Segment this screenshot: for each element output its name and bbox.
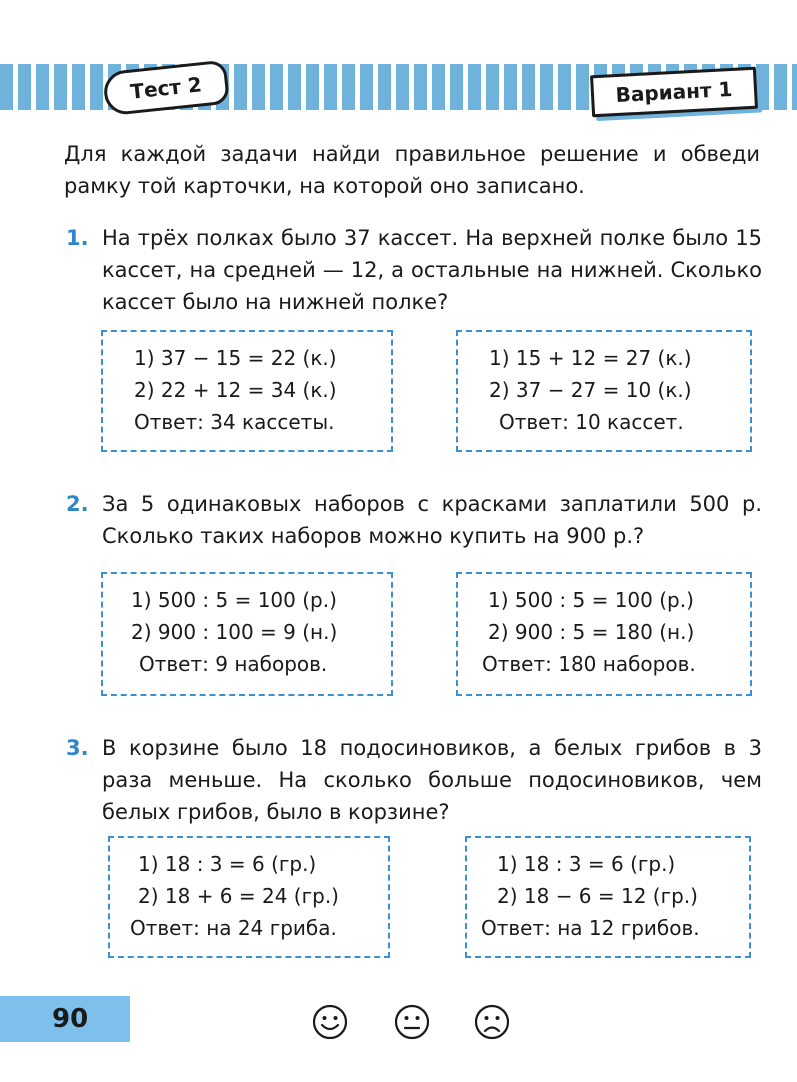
task-number: 2. [66,492,89,516]
neutral-face-icon[interactable] [394,1004,430,1040]
solution-answer: Ответ: на 12 грибов. [481,916,700,940]
page-number: 90 [0,996,130,1042]
task-text: За 5 одинаковых наборов с красками заплатили 500 р. Сколько таких наборов можно купить на 900 р.? [102,492,762,548]
solution-card-2a[interactable] [101,572,393,696]
solution-step-2: 2) 900 : 100 = 9 (н.) [131,620,338,644]
test-label: Тест 2 [102,60,230,117]
instruction-text: Для каждой задачи найди правильное решение и обведи рамку той карточки, на которой оно записано. [64,142,760,198]
solution-answer: Ответ: 10 кассет. [499,410,684,434]
task-2 [66,488,762,552]
happy-face-icon[interactable] [312,1004,348,1040]
solution-card-3a[interactable] [108,836,390,958]
solution-card-1b[interactable] [456,330,752,452]
solution-card-2b[interactable] [456,572,752,696]
solution-step-2: 2) 22 + 12 = 34 (к.) [134,378,337,402]
solution-step-2: 2) 37 − 27 = 10 (к.) [489,378,692,402]
sad-face-icon[interactable] [474,1004,510,1040]
solution-step-1: 1) 37 − 15 = 22 (к.) [134,346,337,370]
solution-step-2: 2) 18 + 6 = 24 (гр.) [138,884,339,908]
solution-answer: Ответ: на 24 гриба. [130,916,337,940]
solution-step-1: 1) 15 + 12 = 27 (к.) [489,346,692,370]
solution-step-1: 1) 500 : 5 = 100 (р.) [131,588,337,612]
task-text: В корзине было 18 подосиновиков, а белых грибов в 3 раза меньше. На сколько больше подосиновиков, чем белых грибов, было в корзине? [102,736,762,824]
solution-step-1: 1) 18 : 3 = 6 (гр.) [497,852,676,876]
solution-step-2: 2) 18 − 6 = 12 (гр.) [497,884,698,908]
solution-answer: Ответ: 9 наборов. [139,652,328,676]
solution-card-1a[interactable] [101,330,393,452]
solution-step-1: 1) 18 : 3 = 6 (гр.) [138,852,317,876]
task-number: 3. [66,736,89,760]
task-1 [66,222,762,318]
solution-step-2: 2) 900 : 5 = 180 (н.) [488,620,695,644]
task-number: 1. [66,226,89,250]
task-3 [66,732,762,828]
solution-step-1: 1) 500 : 5 = 100 (р.) [488,588,694,612]
solution-card-3b[interactable] [465,836,751,958]
solution-answer: Ответ: 180 наборов. [482,652,696,676]
task-text: На трёх полках было 37 кассет. На верхней полке было 15 кассет, на средней — 12, а остальные на нижней. Сколько кассет было на нижней полке? [102,226,762,314]
solution-answer: Ответ: 34 кассеты. [134,410,335,434]
variant-label: Вариант 1 [590,67,758,118]
